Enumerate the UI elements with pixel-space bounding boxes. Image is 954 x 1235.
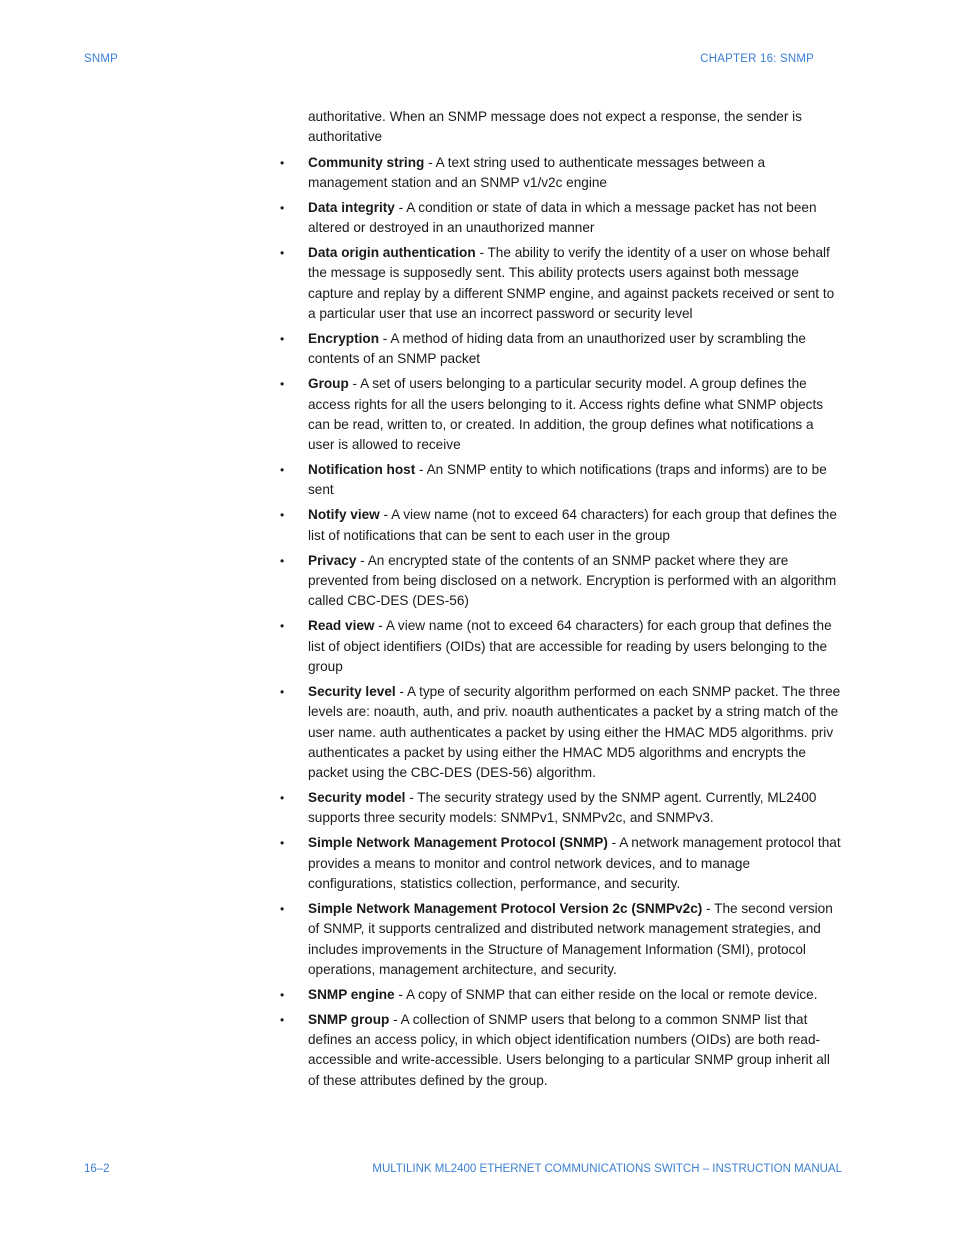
bullet-icon: •: [280, 200, 285, 215]
glossary-item: [280, 682, 842, 783]
bullet-icon: •: [280, 246, 285, 261]
glossary-definition: - The second version of SNMP, it supports centralized and distributed network management strategies, and includes improvements in the Structure of Management Information (SMI), protocol operations, management architecture, and security.: [308, 900, 833, 977]
bullet-icon: •: [280, 987, 285, 1002]
intro-paragraph: authoritative. When an SNMP message does not expect a response, the sender is authoritative: [308, 109, 802, 145]
glossary-term: Security model: [308, 790, 406, 806]
glossary-term: Security level: [308, 683, 396, 699]
glossary-item: [280, 788, 842, 829]
glossary-term: Community string: [308, 154, 425, 170]
bullet-icon: •: [280, 155, 285, 170]
manual-title: MULTILINK ML2400 ETHERNET COMMUNICATIONS SWITCH – INSTRUCTION MANUAL: [372, 1163, 842, 1175]
glossary-definition: - A collection of SNMP users that belong to a common SNMP list that defines an access policy, in which object identification numbers (OIDs) are both read-accessible and write-accessible. Users belonging to a particular SNMP group inherit all of these attributes defined by the group.: [308, 1011, 830, 1088]
glossary-definition: - A condition or state of data in which a message packet has not been altered or destroyed in an unauthorized manner: [308, 199, 817, 236]
bullet-icon: •: [280, 553, 285, 568]
running-header-chapter: CHAPTER 16: SNMP: [700, 53, 814, 65]
glossary-item: [280, 985, 842, 1005]
bullet-icon: •: [280, 791, 285, 806]
bullet-icon: •: [280, 377, 285, 392]
glossary-item: [280, 833, 842, 894]
running-header-section: SNMP: [84, 53, 119, 65]
glossary-definition: - The security strategy used by the SNMP agent. Currently, ML2400 supports three security models: SNMPv1, SNMPv2c, and SNMPv3.: [308, 790, 817, 826]
bullet-icon: •: [280, 1012, 285, 1027]
glossary-term: Notify view: [308, 507, 380, 523]
glossary-term: Encryption: [308, 331, 379, 347]
page-number: 16–2: [84, 1163, 110, 1175]
bullet-icon: •: [280, 836, 285, 851]
glossary-term: SNMP group: [308, 1011, 390, 1027]
glossary-definition: - A network management protocol that provides a means to monitor and control network devices, and to manage configurations, statistics collection, performance, and security.: [308, 835, 841, 891]
bullet-icon: •: [280, 463, 285, 478]
glossary-definition: - A type of security algorithm performed on each SNMP packet. The three levels are: noauth, auth, and priv. noauth authenticates a packet by a string match of the user name. auth authenticates a packet by using either the HMAC MD5 algorithms. priv authenticates a packet by using either the HMAC MD5 algorithms and encrypts the packet using the CBC-DES (DES-56) algorithm.: [308, 683, 841, 781]
glossary-definition: - A view name (not to exceed 64 characters) for each group that defines the list of notifications that can be sent to each user in the group: [308, 507, 837, 543]
glossary-definition: - A text string used to authenticate messages between a management station and an SNMP v1/v2c engine: [308, 154, 766, 190]
glossary-definition: - A set of users belonging to a particular security model. A group defines the access rights for all the users belonging to it. Access rights define what SNMP objects can be read, written to, or created. In addition, the group defines what notifications a user is allowed to receive: [308, 376, 824, 453]
glossary-term: Read view: [308, 618, 375, 634]
bullet-icon: •: [280, 619, 285, 634]
glossary-term: Data integrity: [308, 199, 395, 215]
glossary-term: Group: [308, 376, 349, 392]
glossary-term: Simple Network Management Protocol (SNMP): [308, 835, 608, 851]
glossary-definition: - A method of hiding data from an unauthorized user by scrambling the contents of an SNMP packet: [308, 331, 806, 367]
glossary-item: [280, 153, 842, 194]
glossary-definition: - A copy of SNMP that can either reside on the local or remote device.: [394, 986, 818, 1002]
glossary-item: [280, 243, 842, 324]
glossary-item: [280, 616, 842, 677]
bullet-icon: •: [280, 901, 285, 916]
glossary-definition: - The ability to verify the identity of a user on whose behalf the message is supposedly sent. This ability protects users against both message capture and replay by a different SNMP engine, and against packets received or sent to a particular user that use an incorrect password or security level: [308, 245, 835, 322]
glossary-item: [280, 374, 842, 455]
bullet-icon: •: [280, 684, 285, 699]
glossary-definition: - An encrypted state of the contents of an SNMP packet where they are prevented from being disclosed on a network. Encryption is performed with an algorithm called CBC-DES (DES-56): [308, 552, 837, 609]
glossary-term: Privacy: [308, 552, 357, 568]
glossary-definition: - A view name (not to exceed 64 characters) for each group that defines the list of object identifiers (OIDs) that are accessible for reading by users belonging to the group: [308, 618, 832, 674]
bullet-icon: •: [280, 508, 285, 523]
glossary-list: [280, 153, 842, 1091]
glossary-term: Simple Network Management Protocol Version 2c (SNMPv2c): [308, 900, 703, 916]
glossary-item: [280, 198, 842, 239]
glossary-definition: - An SNMP entity to which notifications (traps and informs) are to be sent: [308, 462, 827, 498]
glossary-item: [280, 1010, 842, 1091]
glossary-term: Notification host: [308, 462, 416, 478]
glossary-term: SNMP engine: [308, 986, 395, 1002]
glossary-item: [280, 460, 842, 501]
glossary-item: [280, 551, 842, 612]
glossary-term: Data origin authentication: [308, 245, 476, 261]
glossary-item: [280, 505, 842, 546]
bullet-icon: •: [280, 332, 285, 347]
glossary-item: [280, 329, 842, 370]
glossary-item: [280, 899, 842, 980]
glossary-content: [280, 107, 842, 1096]
